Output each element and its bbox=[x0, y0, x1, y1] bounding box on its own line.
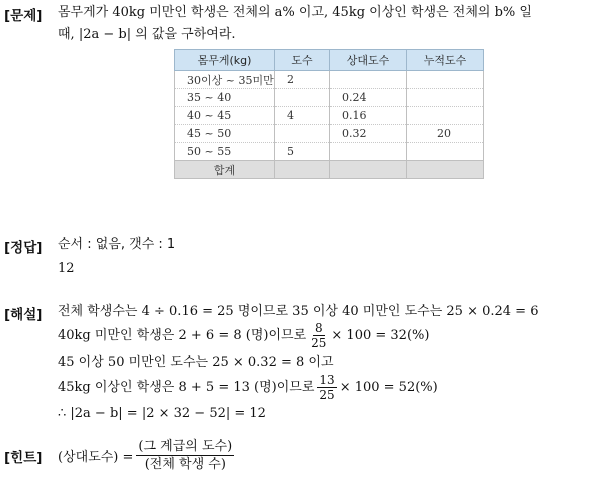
frequency-table bbox=[174, 49, 484, 179]
hint-numerator: (그 계급의 도수) bbox=[138, 439, 233, 454]
table-header-cumulative-frequency: 누적도수 bbox=[407, 50, 484, 71]
cell-relative: 0.16 bbox=[330, 107, 407, 125]
hint-lhs: (상대도수) = bbox=[58, 450, 134, 465]
cell-relative bbox=[330, 71, 407, 89]
hint-tag: [힌트] bbox=[4, 450, 43, 466]
table-row bbox=[175, 143, 484, 161]
explanation-tag: [해설] bbox=[4, 307, 43, 323]
cell-cumulative: 20 bbox=[407, 125, 484, 143]
fraction-denominator: 25 bbox=[311, 336, 327, 350]
cell-relative: 0.32 bbox=[330, 125, 407, 143]
answer-line-2: 12 bbox=[58, 261, 75, 276]
cell-class: 30이상 ~ 35미만 bbox=[175, 71, 275, 89]
cell-class: 35 ~ 40 bbox=[175, 89, 275, 107]
table-total-row bbox=[175, 161, 484, 179]
explanation-line-4 bbox=[58, 373, 438, 402]
explanation-line-2-text: 40kg 미만인 학생은 2 + 6 = 8 (명)이므로 bbox=[58, 327, 307, 343]
hint-denominator: (전체 학생 수) bbox=[144, 457, 226, 472]
cell-class: 40 ~ 45 bbox=[175, 107, 275, 125]
hint-formula bbox=[58, 438, 237, 473]
explanation-line-3: 45 이상 50 미만인 도수는 25 × 0.32 = 8 이고 bbox=[58, 355, 334, 370]
fraction-numerator: 8 bbox=[314, 321, 323, 335]
cell-class: 45 ~ 50 bbox=[175, 125, 275, 143]
fraction-numerator: 13 bbox=[319, 373, 335, 387]
fraction-8-over-25 bbox=[309, 321, 328, 350]
explanation-line-2-tail: × 100 = 32(%) bbox=[331, 327, 430, 343]
cell-frequency: 2 bbox=[275, 71, 330, 89]
cell-relative: 0.24 bbox=[330, 89, 407, 107]
cell-total-relative bbox=[330, 161, 407, 179]
cell-cumulative bbox=[407, 107, 484, 125]
cell-frequency bbox=[275, 125, 330, 143]
cell-frequency: 4 bbox=[275, 107, 330, 125]
cell-total-cumulative bbox=[407, 161, 484, 179]
cell-total-label: 합계 bbox=[175, 161, 275, 179]
cell-relative bbox=[330, 143, 407, 161]
table-row bbox=[175, 107, 484, 125]
cell-cumulative bbox=[407, 71, 484, 89]
explanation-line-5: ∴ |2a − b| = |2 × 32 − 52| = 12 bbox=[58, 406, 266, 421]
table-header-frequency: 도수 bbox=[275, 50, 330, 71]
table-header-row bbox=[175, 50, 484, 71]
fraction-denominator: 25 bbox=[319, 388, 335, 402]
problem-text-line-2: 때, |2a − b| 의 값을 구하여라. bbox=[58, 27, 236, 42]
explanation-line-4-tail: × 100 = 52(%) bbox=[339, 379, 438, 395]
cell-cumulative bbox=[407, 143, 484, 161]
cell-class: 50 ~ 55 bbox=[175, 143, 275, 161]
table-row bbox=[175, 125, 484, 143]
cell-cumulative bbox=[407, 89, 484, 107]
problem-text-line-1: 몸무게가 40kg 미만인 학생은 전체의 a% 이고, 45kg 이상인 학생은 전체의 b% 일 bbox=[58, 5, 532, 20]
answer-tag: [정답] bbox=[4, 240, 43, 256]
cell-total-frequency bbox=[275, 161, 330, 179]
explanation-line-1: 전체 학생수는 4 ÷ 0.16 = 25 명이므로 35 이상 40 미만인 도수는 25 × 0.24 = 6 bbox=[58, 304, 539, 319]
explanation-line-2 bbox=[58, 321, 429, 350]
table-row bbox=[175, 71, 484, 89]
table-header-relative-frequency: 상대도수 bbox=[330, 50, 407, 71]
cell-frequency: 5 bbox=[275, 143, 330, 161]
answer-line-1: 순서 : 없음, 갯수 : 1 bbox=[58, 237, 176, 252]
table-row bbox=[175, 89, 484, 107]
hint-fraction bbox=[136, 438, 234, 473]
explanation-line-4-text: 45kg 이상인 학생은 8 + 5 = 13 (명)이므로 bbox=[58, 379, 315, 395]
cell-frequency bbox=[275, 89, 330, 107]
fraction-13-over-25 bbox=[317, 373, 336, 402]
table-header-weight: 몸무게(kg) bbox=[175, 50, 275, 71]
problem-tag: [문제] bbox=[4, 8, 43, 24]
